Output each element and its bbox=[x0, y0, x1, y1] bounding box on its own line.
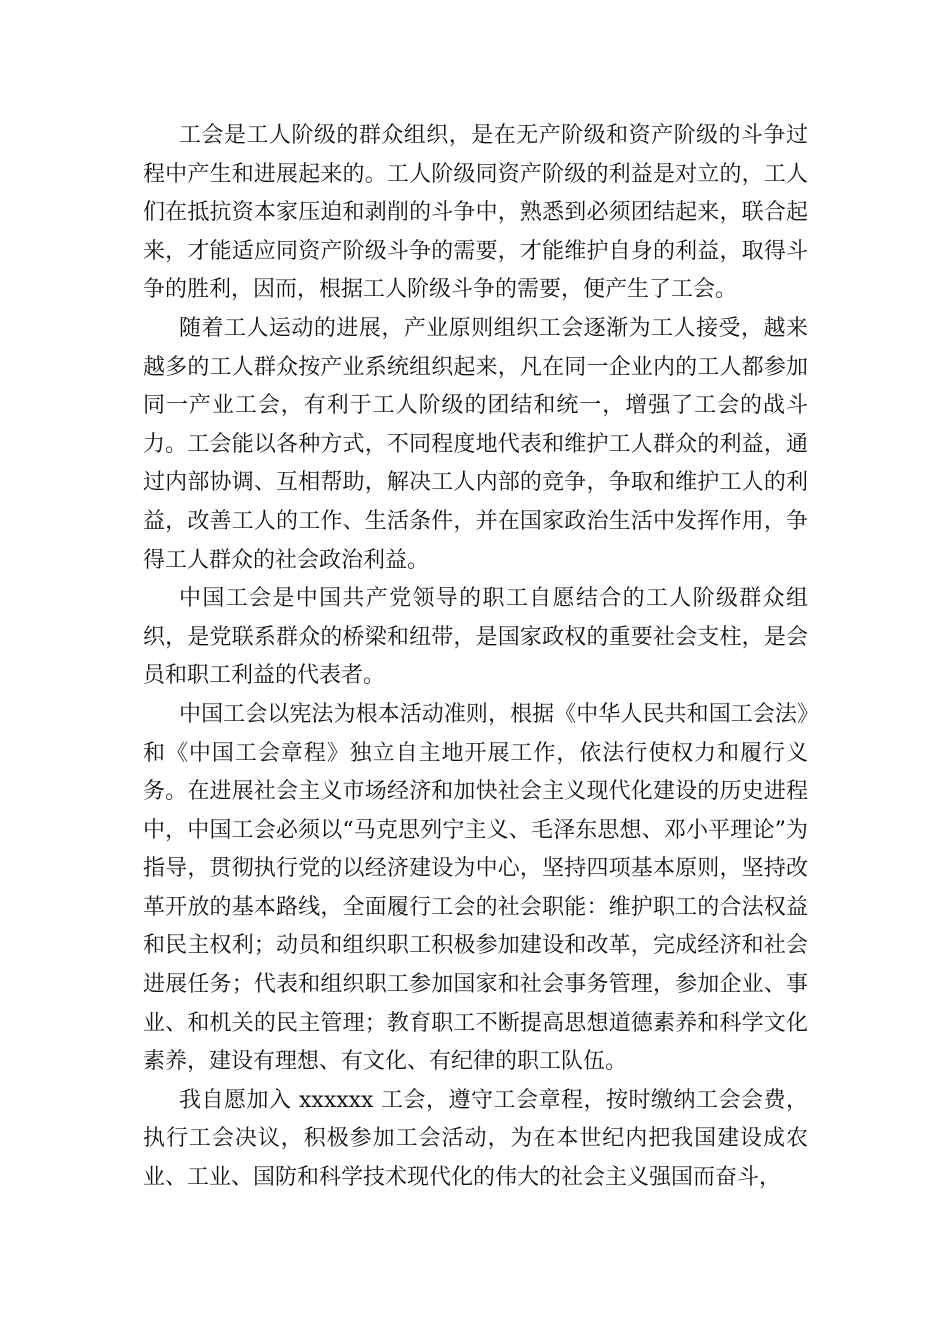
paragraph-5: 我自愿加入 xxxxxx 工会，遵守工会章程，按时缴纳工会会费，执行工会决议，积极参加工会活动，为在本世纪内把我国建设成农业、工业、国防和科学技术现代化的伟大的社会主义强国而奋斗， bbox=[143, 1087, 808, 1191]
document-body bbox=[143, 117, 808, 1198]
paragraph-1: 工会是工人阶级的群众组织，是在无产阶级和资产阶级的斗争过程中产生和进展起来的。工人阶级同资产阶级的利益是对立的，工人们在抵抗资本家压迫和剥削的斗争中，熟悉到必须团结起来，联合起来，才能适应同资产阶级斗争的需要，才能维护自身的利益，取得斗争的胜利，因而，根据工人阶级斗争的需要，便产生了工会。 bbox=[143, 123, 808, 303]
paragraph-3: 中国工会是中国共产党领导的职工自愿结合的工人阶级群众组织，是党联系群众的桥梁和纽带，是国家政权的重要社会支柱，是会员和职工利益的代表者。 bbox=[143, 586, 808, 689]
paragraph-4: 中国工会以宪法为根本活动准则，根据《中华人民共和国工会法》和《中国工会章程》独立自主地开展工作，依法行使权力和履行义务。在进展社会主义市场经济和加快社会主义现代化建设的历史进程中，中国工会必须以“马克思列宁主义、毛泽东思想、邓小平理论”为指导，贯彻执行党的以经济建设为中心，坚持四项基本原则，坚持改革开放的基本路线，全面履行工会的社会职能：维护职工的合法权益和民主权利；动员和组织职工积极参加建设和改革，完成经济和社会进展任务；代表和组织职工参加国家和社会事务管理，参加企业、事业、和机关的民主管理；教育职工不断提高思想道德素养和科学文化素养，建设有理想、有文化、有纪律的职工队伍。 bbox=[143, 701, 808, 1075]
paragraph-2: 随着工人运动的进展，产业原则组织工会逐渐为工人接受，越来越多的工人群众按产业系统组织起来，凡在同一企业内的工人都参加同一产业工会，有利于工人阶级的团结和统一，增强了工会的战斗力。工会能以各种方式，不同程度地代表和维护工人群众的利益，通过内部协调、互相帮助，解决工人内部的竞争，争取和维护工人的利益，改善工人的工作、生活条件，并在国家政治生活中发挥作用，争得工人群众的社会政治利益。 bbox=[143, 315, 808, 573]
